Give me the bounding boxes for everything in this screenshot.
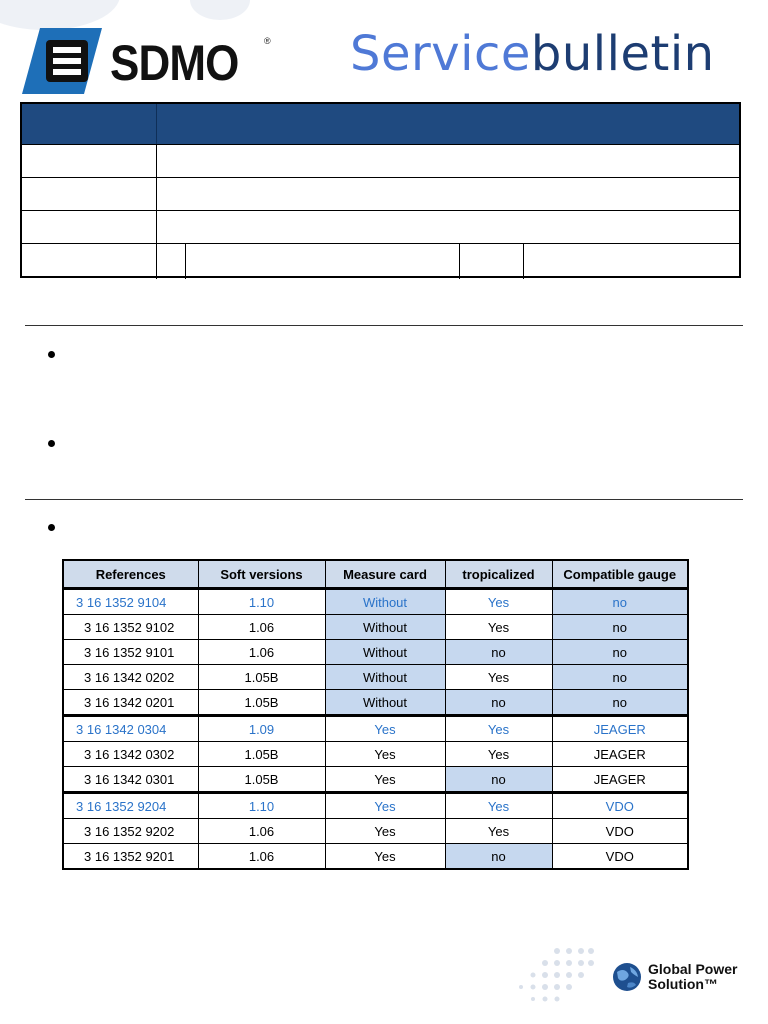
cell-measure-card: Without [325,615,445,640]
table-row [63,844,688,870]
cell-soft-version: 1.05B [198,767,325,793]
cell-reference: 3 16 1342 0302 [63,742,198,767]
sdmo-logo-mark-icon [22,28,102,94]
cell-reference: 3 16 1352 9104 [63,589,198,615]
column-header-compatible-gauge: Compatible gauge [552,560,688,589]
cell-measure-card: Without [325,690,445,716]
cell-soft-version: 1.10 [198,589,325,615]
cell-reference: 3 16 1342 0301 [63,767,198,793]
cell-gauge: JEAGER [552,742,688,767]
cell-tropicalized: Yes [445,819,552,844]
column-header-soft-versions: Soft versions [198,560,325,589]
bullet-point [48,524,55,531]
cell-tropicalized: Yes [445,793,552,819]
bullet-point [48,440,55,447]
table-row [63,665,688,690]
cell-tropicalized: no [445,767,552,793]
cell-gauge: no [552,665,688,690]
decorative-dots-icon [505,945,595,1005]
cell-measure-card: Yes [325,793,445,819]
cell-measure-card: Yes [325,716,445,742]
cell-reference: 3 16 1352 9202 [63,819,198,844]
cell-tropicalized: Yes [445,615,552,640]
registered-mark: ® [264,36,271,46]
logo-wordmark: SDMO [110,35,239,91]
cell-measure-card: Without [325,640,445,665]
cell-gauge: no [552,690,688,716]
cell-soft-version: 1.05B [198,665,325,690]
section-divider [25,325,743,326]
cell-measure-card: Yes [325,742,445,767]
cell-soft-version: 1.10 [198,793,325,819]
info-row [22,144,739,178]
cell-gauge: VDO [552,793,688,819]
brand-line-2: Solution™ [648,976,718,992]
cell-gauge: VDO [552,844,688,870]
cell-measure-card: Yes [325,819,445,844]
cell-measure-card: Without [325,665,445,690]
bullet-point [48,351,55,358]
background-bubble [0,0,120,30]
background-bubble [190,0,250,20]
cell-gauge: no [552,640,688,665]
brand-line-1: Global Power [648,961,738,977]
table-row [63,819,688,844]
table-row [63,640,688,665]
global-power-solution-logo [612,962,762,996]
table-row [63,615,688,640]
references-table [62,559,689,870]
cell-reference: 3 16 1342 0304 [63,716,198,742]
cell-tropicalized: no [445,844,552,870]
cell-tropicalized: Yes [445,589,552,615]
cell-tropicalized: Yes [445,742,552,767]
table-row [63,767,688,793]
cell-soft-version: 1.05B [198,742,325,767]
cell-tropicalized: Yes [445,716,552,742]
table-row [63,742,688,767]
table-row [63,690,688,716]
info-row [22,210,739,244]
cell-soft-version: 1.06 [198,640,325,665]
column-header-measure-card: Measure card [325,560,445,589]
cell-soft-version: 1.06 [198,615,325,640]
cell-measure-card: Without [325,589,445,615]
cell-tropicalized: no [445,690,552,716]
title-bulletin: bulletin [530,26,715,82]
cell-gauge: no [552,615,688,640]
cell-reference: 3 16 1352 9204 [63,793,198,819]
cell-soft-version: 1.06 [198,844,325,870]
table-row [63,716,688,742]
section-divider [25,499,743,500]
cell-soft-version: 1.05B [198,690,325,716]
cell-reference: 3 16 1352 9102 [63,615,198,640]
cell-soft-version: 1.09 [198,716,325,742]
globe-icon [612,962,642,992]
bulletin-info-table [20,102,741,278]
info-row [22,243,739,279]
cell-tropicalized: Yes [445,665,552,690]
table-header-row [63,560,688,589]
cell-gauge: VDO [552,819,688,844]
table-row [63,793,688,819]
info-table-header [22,104,739,144]
cell-measure-card: Yes [325,767,445,793]
title-service: Service [350,26,531,82]
cell-gauge: JEAGER [552,767,688,793]
cell-tropicalized: no [445,640,552,665]
column-header-tropicalized: tropicalized [445,560,552,589]
cell-reference: 3 16 1352 9101 [63,640,198,665]
cell-gauge: JEAGER [552,716,688,742]
table-row [63,589,688,615]
cell-reference: 3 16 1352 9201 [63,844,198,870]
brand-text [648,962,737,992]
cell-reference: 3 16 1342 0202 [63,665,198,690]
info-row [22,177,739,211]
sdmo-logo [22,28,271,96]
cell-soft-version: 1.06 [198,819,325,844]
page-title [350,26,715,82]
column-header-references: References [63,560,198,589]
cell-gauge: no [552,589,688,615]
cell-measure-card: Yes [325,844,445,870]
cell-reference: 3 16 1342 0201 [63,690,198,716]
